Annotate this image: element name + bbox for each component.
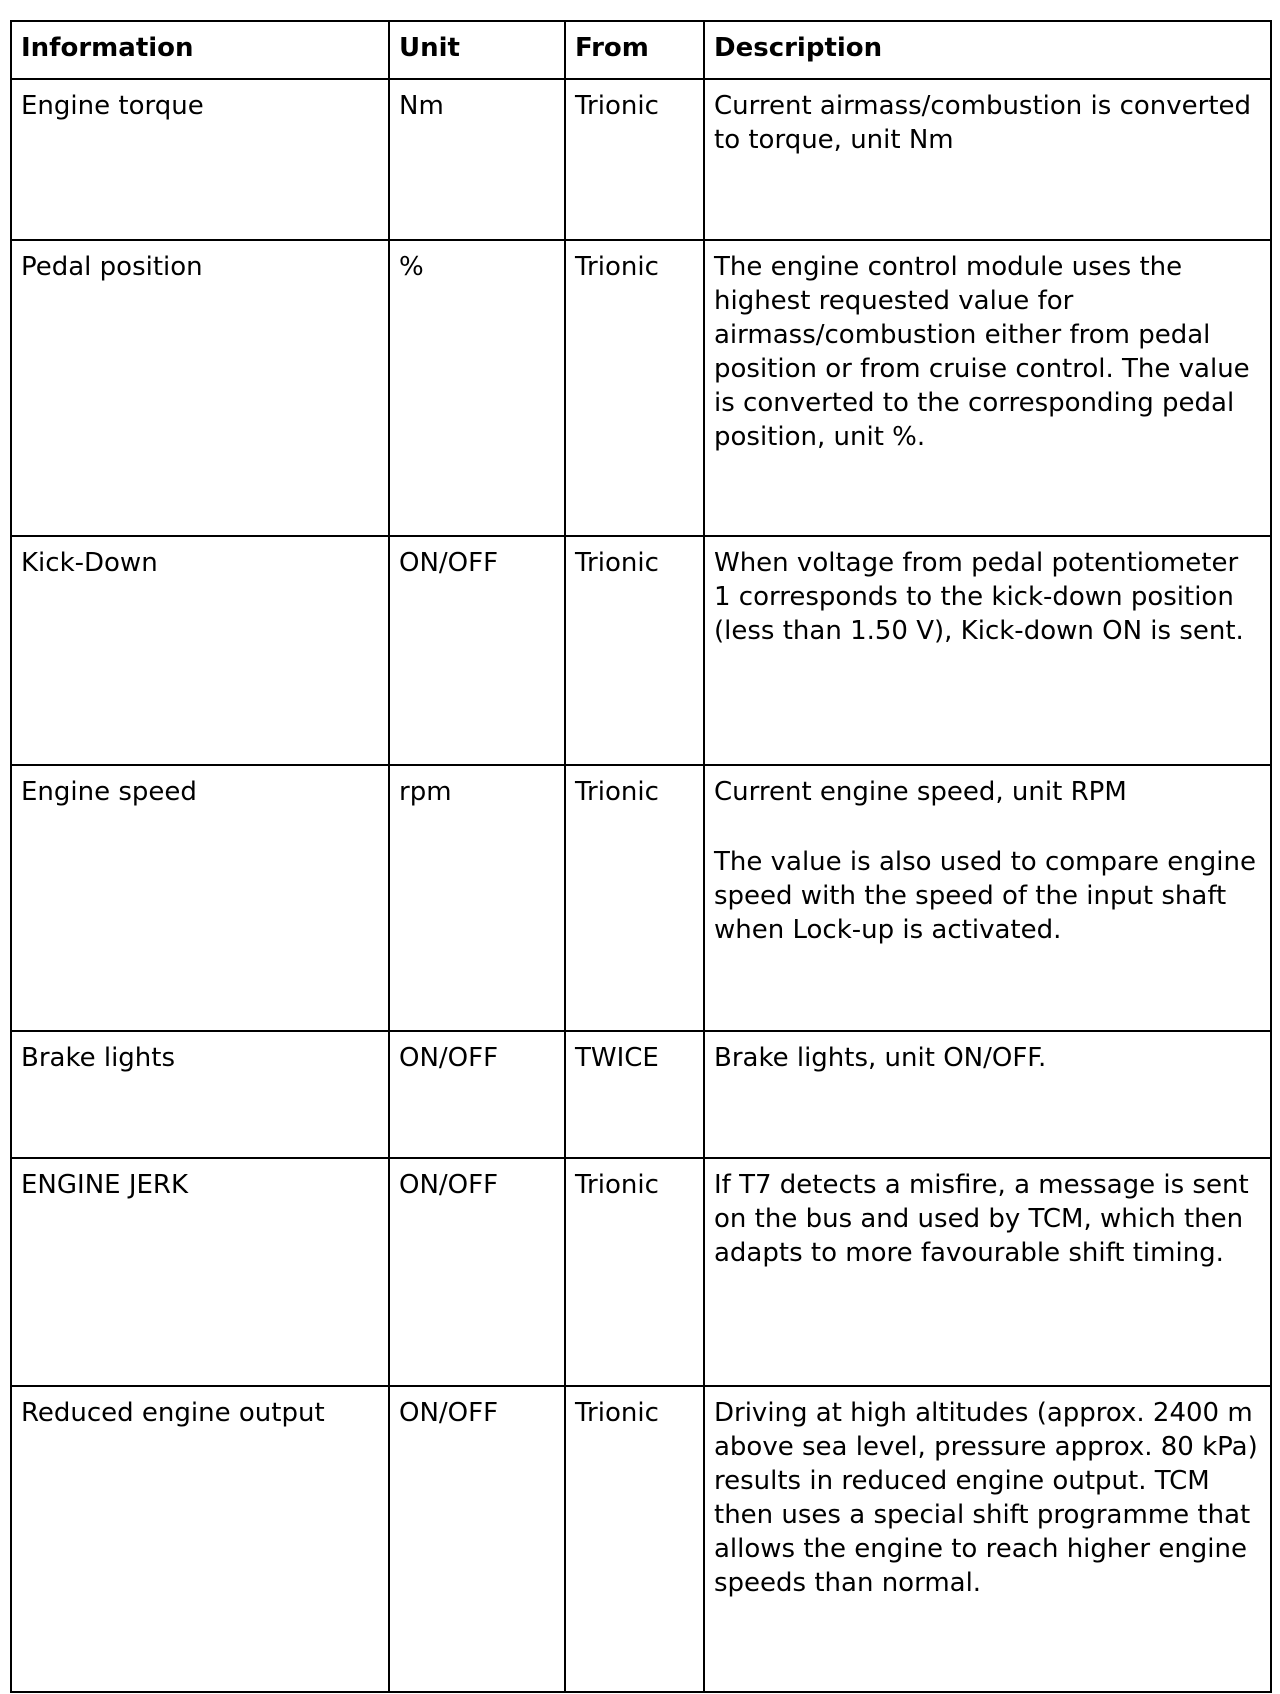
cell-information: Reduced engine output xyxy=(11,1386,389,1692)
cell-description xyxy=(704,240,1271,536)
cell-from: Trionic xyxy=(565,536,704,765)
description-text: The engine control module uses the highest requested value for airmass/combustion either from pedal position or from cruise control. The value is converted to the corresponding pedal position, unit %. xyxy=(714,252,1250,452)
cell-description xyxy=(704,765,1271,1031)
cell-information: Engine torque xyxy=(11,79,389,240)
cell-from: Trionic xyxy=(565,79,704,240)
description-text: Current airmass/combustion is converted to torque, unit Nm xyxy=(714,91,1252,155)
cell-description xyxy=(704,1158,1271,1386)
table-row xyxy=(11,240,1271,536)
table-row xyxy=(11,536,1271,765)
cell-from: Trionic xyxy=(565,240,704,536)
cell-unit: ON/OFF xyxy=(389,1158,565,1386)
cell-information: ENGINE JERK xyxy=(11,1158,389,1386)
table-row xyxy=(11,765,1271,1031)
header-row xyxy=(11,21,1271,79)
header-information: Information xyxy=(11,21,389,79)
cell-description xyxy=(704,1031,1271,1158)
description-text: Brake lights, unit ON/OFF. xyxy=(714,1043,1047,1073)
cell-unit: ON/OFF xyxy=(389,536,565,765)
description-text: The value is also used to compare engine speed with the speed of the input shaft when Lock-up is activated. xyxy=(714,847,1256,945)
cell-information: Pedal position xyxy=(11,240,389,536)
cell-description xyxy=(704,79,1271,240)
cell-information: Kick-Down xyxy=(11,536,389,765)
cell-from: Trionic xyxy=(565,765,704,1031)
information-table xyxy=(10,20,1272,1693)
table-row xyxy=(11,1158,1271,1386)
description-text: When voltage from pedal potentiometer 1 corresponds to the kick-down position (less than 1.50 V), Kick-down ON is sent. xyxy=(714,548,1244,646)
table-row xyxy=(11,1031,1271,1158)
table-row xyxy=(11,1386,1271,1692)
cell-from: Trionic xyxy=(565,1158,704,1386)
cell-unit: Nm xyxy=(389,79,565,240)
table-row xyxy=(11,79,1271,240)
cell-description xyxy=(704,536,1271,765)
description-text: Current engine speed, unit RPM xyxy=(714,777,1127,807)
description-text: If T7 detects a misfire, a message is sent on the bus and used by TCM, which then adapts to more favourable shift timing. xyxy=(714,1170,1249,1268)
cell-unit: rpm xyxy=(389,765,565,1031)
cell-from: Trionic xyxy=(565,1386,704,1692)
cell-unit: ON/OFF xyxy=(389,1031,565,1158)
cell-information: Engine speed xyxy=(11,765,389,1031)
header-from: From xyxy=(565,21,704,79)
header-description: Description xyxy=(704,21,1271,79)
cell-information: Brake lights xyxy=(11,1031,389,1158)
cell-unit: ON/OFF xyxy=(389,1386,565,1692)
cell-description xyxy=(704,1386,1271,1692)
cell-unit: % xyxy=(389,240,565,536)
header-unit: Unit xyxy=(389,21,565,79)
description-text: Driving at high altitudes (approx. 2400 m above sea level, pressure approx. 80 kPa) results in reduced engine output. TCM then uses a special shift programme that allows the engine to reach higher engine speeds than normal. xyxy=(714,1398,1258,1598)
cell-from: TWICE xyxy=(565,1031,704,1158)
